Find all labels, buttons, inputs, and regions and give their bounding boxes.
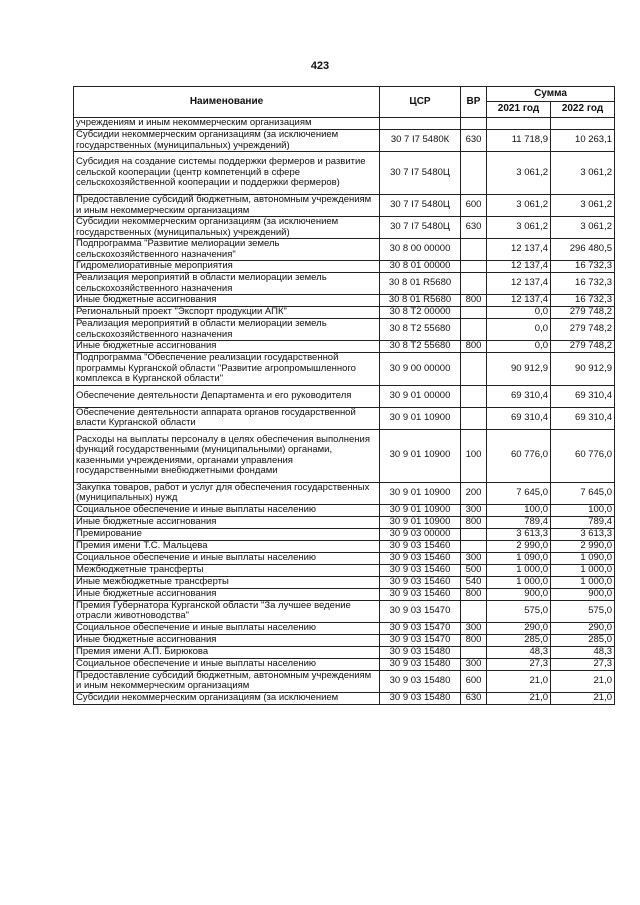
row-amount-2022: 900,0 bbox=[551, 588, 615, 600]
page-number: 423 bbox=[310, 60, 330, 72]
table-row bbox=[74, 130, 615, 152]
row-amount-2022: 90 912,9 bbox=[551, 353, 615, 386]
row-name: Иные бюджетные ассигнования bbox=[74, 634, 380, 646]
table-row bbox=[74, 385, 615, 407]
row-name: Предоставление субсидий бюджетным, автономным учреждениям и иным некоммерческим организациям bbox=[74, 195, 380, 217]
row-csr-code: 30 9 03 15460 bbox=[380, 588, 461, 600]
row-name: Социальное обеспечение и иные выплаты населению bbox=[74, 504, 380, 516]
row-amount-2022: 3 061,2 bbox=[551, 195, 615, 217]
row-csr-code: 30 9 01 00000 bbox=[380, 385, 461, 407]
row-vr-code bbox=[461, 239, 487, 261]
row-vr-code bbox=[461, 307, 487, 319]
row-amount-2022: 7 645,0 bbox=[551, 482, 615, 504]
row-name: Социальное обеспечение и иные выплаты населению bbox=[74, 552, 380, 564]
row-name: Премия имени А.П. Бирюкова bbox=[74, 646, 380, 658]
row-name: Подпрограмма "Развитие мелиорации земель сельскохозяйственного назначения" bbox=[74, 239, 380, 261]
row-amount-2021: 12 137,4 bbox=[487, 295, 551, 307]
row-vr-code bbox=[461, 407, 487, 429]
row-name: Расходы на выплаты персоналу в целях обеспечения выполнения функций государственными (муниципальными) органами, казенными учреждениями, органами управления государственными внебюджетными фондами bbox=[74, 429, 380, 482]
row-csr-code: 30 7 I7 5480Ц bbox=[380, 195, 461, 217]
row-csr-code: 30 9 03 00000 bbox=[380, 528, 461, 540]
table-row bbox=[74, 295, 615, 307]
row-amount-2021: 3 613,3 bbox=[487, 528, 551, 540]
table-row bbox=[74, 353, 615, 386]
table-row bbox=[74, 217, 615, 239]
table-row bbox=[74, 341, 615, 353]
row-name: Премия имени Т.С. Мальцева bbox=[74, 540, 380, 552]
table-row bbox=[74, 588, 615, 600]
row-name: Закупка товаров, работ и услуг для обеспечения государственных (муниципальных) нужд bbox=[74, 482, 380, 504]
table-row bbox=[74, 692, 615, 704]
row-amount-2022: 16 732,3 bbox=[551, 273, 615, 295]
row-vr-code bbox=[461, 540, 487, 552]
row-name: Социальное обеспечение и иные выплаты населению bbox=[74, 622, 380, 634]
row-name: Субсидия на создание системы поддержки фермеров и развитие сельской кооперации (центр компетенций в сфере сельскохозяйственной кооперации и поддержки фермеров) bbox=[74, 152, 380, 195]
row-amount-2022: 27,3 bbox=[551, 658, 615, 670]
table-row bbox=[74, 273, 615, 295]
row-amount-2022: 575,0 bbox=[551, 600, 615, 622]
row-amount-2021: 12 137,4 bbox=[487, 273, 551, 295]
table-row bbox=[74, 646, 615, 658]
row-name: Премирование bbox=[74, 528, 380, 540]
row-csr-code: 30 8 01 R5680 bbox=[380, 295, 461, 307]
row-name: Субсидии некоммерческим организациям (за исключением bbox=[74, 692, 380, 704]
row-vr-code bbox=[461, 528, 487, 540]
row-csr-code: 30 8 T2 55680 bbox=[380, 341, 461, 353]
row-amount-2022 bbox=[551, 118, 615, 130]
row-name: Обеспечение деятельности Департамента и его руководителя bbox=[74, 385, 380, 407]
row-amount-2021: 900,0 bbox=[487, 588, 551, 600]
row-vr-code bbox=[461, 152, 487, 195]
row-name: Иные межбюджетные трансферты bbox=[74, 576, 380, 588]
table-row bbox=[74, 658, 615, 670]
row-amount-2022: 290,0 bbox=[551, 622, 615, 634]
row-vr-code: 800 bbox=[461, 295, 487, 307]
row-csr-code: 30 9 03 15460 bbox=[380, 540, 461, 552]
row-vr-code: 200 bbox=[461, 482, 487, 504]
row-name: Иные бюджетные ассигнования bbox=[74, 516, 380, 528]
row-amount-2021: 0,0 bbox=[487, 319, 551, 341]
row-vr-code bbox=[461, 273, 487, 295]
row-name: Реализация мероприятий в области мелиорации земель сельскохозяйственного назначения bbox=[74, 319, 380, 341]
row-csr-code: 30 9 03 15480 bbox=[380, 646, 461, 658]
row-amount-2022: 279 748,2 bbox=[551, 307, 615, 319]
row-amount-2022: 1 000,0 bbox=[551, 576, 615, 588]
row-amount-2021: 3 061,2 bbox=[487, 152, 551, 195]
row-amount-2022: 16 732,3 bbox=[551, 261, 615, 273]
table-row bbox=[74, 239, 615, 261]
row-csr-code: 30 8 T2 55680 bbox=[380, 319, 461, 341]
row-amount-2021: 69 310,4 bbox=[487, 385, 551, 407]
row-vr-code: 100 bbox=[461, 429, 487, 482]
row-vr-code: 300 bbox=[461, 622, 487, 634]
table-row bbox=[74, 564, 615, 576]
row-amount-2022: 296 480,5 bbox=[551, 239, 615, 261]
row-amount-2021: 1 000,0 bbox=[487, 564, 551, 576]
row-amount-2021: 12 137,4 bbox=[487, 239, 551, 261]
row-amount-2021: 789,4 bbox=[487, 516, 551, 528]
row-amount-2022: 21,0 bbox=[551, 692, 615, 704]
row-csr-code: 30 9 03 15460 bbox=[380, 552, 461, 564]
row-csr-code: 30 9 03 15460 bbox=[380, 576, 461, 588]
row-amount-2022: 3 061,2 bbox=[551, 217, 615, 239]
table-row bbox=[74, 528, 615, 540]
row-amount-2022: 69 310,4 bbox=[551, 385, 615, 407]
row-csr-code: 30 9 03 15460 bbox=[380, 564, 461, 576]
row-amount-2021: 48,3 bbox=[487, 646, 551, 658]
table-row bbox=[74, 670, 615, 692]
table-body bbox=[74, 118, 615, 705]
row-vr-code: 630 bbox=[461, 692, 487, 704]
table-row bbox=[74, 634, 615, 646]
table-row bbox=[74, 576, 615, 588]
row-vr-code: 500 bbox=[461, 564, 487, 576]
row-amount-2022: 279 748,2 bbox=[551, 319, 615, 341]
header-csr: ЦСР bbox=[380, 87, 461, 118]
row-name: Субсидии некоммерческим организациям (за исключением государственных (муниципальных) учреждений) bbox=[74, 217, 380, 239]
row-amount-2022: 2 990,0 bbox=[551, 540, 615, 552]
row-name: Региональный проект "Экспорт продукции АПК" bbox=[74, 307, 380, 319]
table-row bbox=[74, 552, 615, 564]
row-vr-code: 800 bbox=[461, 341, 487, 353]
row-amount-2021: 90 912,9 bbox=[487, 353, 551, 386]
row-csr-code: 30 9 03 15470 bbox=[380, 622, 461, 634]
row-amount-2021: 60 776,0 bbox=[487, 429, 551, 482]
row-csr-code: 30 7 I7 5480К bbox=[380, 130, 461, 152]
row-amount-2021: 21,0 bbox=[487, 692, 551, 704]
row-amount-2021: 1 000,0 bbox=[487, 576, 551, 588]
row-amount-2021: 3 061,2 bbox=[487, 217, 551, 239]
row-csr-code: 30 9 01 10900 bbox=[380, 504, 461, 516]
row-amount-2022: 279 748,2 bbox=[551, 341, 615, 353]
table-row bbox=[74, 429, 615, 482]
row-csr-code bbox=[380, 118, 461, 130]
table-row bbox=[74, 504, 615, 516]
row-name: учреждениям и иным некоммерческим организациям bbox=[74, 118, 380, 130]
row-csr-code: 30 9 01 10900 bbox=[380, 407, 461, 429]
row-name: Премия Губернатора Курганской области "За лучшее ведение отрасли животноводства" bbox=[74, 600, 380, 622]
table-row bbox=[74, 516, 615, 528]
row-amount-2022: 285,0 bbox=[551, 634, 615, 646]
row-vr-code: 600 bbox=[461, 670, 487, 692]
row-vr-code bbox=[461, 600, 487, 622]
row-amount-2022: 789,4 bbox=[551, 516, 615, 528]
row-vr-code bbox=[461, 261, 487, 273]
row-vr-code: 600 bbox=[461, 195, 487, 217]
row-vr-code bbox=[461, 353, 487, 386]
row-name: Социальное обеспечение и иные выплаты населению bbox=[74, 658, 380, 670]
row-amount-2021: 285,0 bbox=[487, 634, 551, 646]
row-csr-code: 30 9 03 15480 bbox=[380, 692, 461, 704]
row-vr-code: 630 bbox=[461, 217, 487, 239]
row-vr-code: 540 bbox=[461, 576, 487, 588]
row-amount-2021: 12 137,4 bbox=[487, 261, 551, 273]
row-csr-code: 30 9 01 10900 bbox=[380, 516, 461, 528]
row-csr-code: 30 9 03 15470 bbox=[380, 634, 461, 646]
row-csr-code: 30 8 T2 00000 bbox=[380, 307, 461, 319]
row-vr-code bbox=[461, 385, 487, 407]
header-year-2021: 2021 год bbox=[487, 102, 551, 118]
row-amount-2021: 2 990,0 bbox=[487, 540, 551, 552]
row-amount-2021: 0,0 bbox=[487, 341, 551, 353]
row-vr-code: 300 bbox=[461, 504, 487, 516]
row-vr-code: 300 bbox=[461, 658, 487, 670]
row-amount-2021: 290,0 bbox=[487, 622, 551, 634]
table-row bbox=[74, 118, 615, 130]
row-vr-code bbox=[461, 118, 487, 130]
row-name: Иные бюджетные ассигнования bbox=[74, 341, 380, 353]
table-row bbox=[74, 407, 615, 429]
row-vr-code: 800 bbox=[461, 588, 487, 600]
row-amount-2022: 16 732,3 bbox=[551, 295, 615, 307]
table-row bbox=[74, 307, 615, 319]
row-amount-2022: 21,0 bbox=[551, 670, 615, 692]
row-vr-code: 630 bbox=[461, 130, 487, 152]
row-csr-code: 30 7 I7 5480Ц bbox=[380, 152, 461, 195]
row-vr-code bbox=[461, 319, 487, 341]
row-amount-2021: 27,3 bbox=[487, 658, 551, 670]
row-name: Гидромелиоративные мероприятия bbox=[74, 261, 380, 273]
row-vr-code: 800 bbox=[461, 516, 487, 528]
table-row bbox=[74, 600, 615, 622]
row-amount-2021: 69 310,4 bbox=[487, 407, 551, 429]
row-amount-2022: 1 090,0 bbox=[551, 552, 615, 564]
row-name: Иные бюджетные ассигнования bbox=[74, 588, 380, 600]
row-name: Межбюджетные трансферты bbox=[74, 564, 380, 576]
table-row bbox=[74, 622, 615, 634]
row-name: Предоставление субсидий бюджетным, автономным учреждениям и иным некоммерческим организациям bbox=[74, 670, 380, 692]
row-csr-code: 30 9 00 00000 bbox=[380, 353, 461, 386]
table-row bbox=[74, 482, 615, 504]
row-name: Подпрограмма "Обеспечение реализации государственной программы Курганской области "Развитие агропромышленного комплекса в Курганской области" bbox=[74, 353, 380, 386]
row-vr-code: 800 bbox=[461, 634, 487, 646]
row-amount-2021: 1 090,0 bbox=[487, 552, 551, 564]
row-amount-2021: 575,0 bbox=[487, 600, 551, 622]
row-amount-2022: 100,0 bbox=[551, 504, 615, 516]
row-amount-2021: 3 061,2 bbox=[487, 195, 551, 217]
header-name: Наименование bbox=[74, 87, 380, 118]
row-amount-2021: 21,0 bbox=[487, 670, 551, 692]
row-csr-code: 30 8 01 R5680 bbox=[380, 273, 461, 295]
row-amount-2022: 48,3 bbox=[551, 646, 615, 658]
row-csr-code: 30 8 00 00000 bbox=[380, 239, 461, 261]
row-vr-code bbox=[461, 646, 487, 658]
header-vr: ВР bbox=[461, 87, 487, 118]
row-csr-code: 30 9 03 15480 bbox=[380, 658, 461, 670]
row-amount-2022: 1 000,0 bbox=[551, 564, 615, 576]
row-vr-code: 300 bbox=[461, 552, 487, 564]
row-csr-code: 30 7 I7 5480Ц bbox=[380, 217, 461, 239]
row-csr-code: 30 8 01 00000 bbox=[380, 261, 461, 273]
row-amount-2022: 3 061,2 bbox=[551, 152, 615, 195]
row-amount-2021 bbox=[487, 118, 551, 130]
table-row bbox=[74, 540, 615, 552]
table-row bbox=[74, 195, 615, 217]
row-amount-2021: 0,0 bbox=[487, 307, 551, 319]
row-amount-2021: 11 718,9 bbox=[487, 130, 551, 152]
row-amount-2022: 3 613,3 bbox=[551, 528, 615, 540]
row-name: Реализация мероприятий в области мелиорации земель сельскохозяйственного назначения bbox=[74, 273, 380, 295]
row-amount-2022: 60 776,0 bbox=[551, 429, 615, 482]
header-sum: Сумма bbox=[487, 87, 615, 102]
table-row bbox=[74, 319, 615, 341]
row-csr-code: 30 9 03 15480 bbox=[380, 670, 461, 692]
row-amount-2021: 100,0 bbox=[487, 504, 551, 516]
row-amount-2022: 69 310,4 bbox=[551, 407, 615, 429]
budget-table bbox=[73, 86, 615, 705]
row-csr-code: 30 9 03 15470 bbox=[380, 600, 461, 622]
header-year-2022: 2022 год bbox=[551, 102, 615, 118]
row-amount-2021: 7 645,0 bbox=[487, 482, 551, 504]
row-name: Обеспечение деятельности аппарата органов государственной власти Курганской области bbox=[74, 407, 380, 429]
row-name: Иные бюджетные ассигнования bbox=[74, 295, 380, 307]
table-row bbox=[74, 152, 615, 195]
row-name: Субсидии некоммерческим организациям (за исключением государственных (муниципальных) учреждений) bbox=[74, 130, 380, 152]
row-csr-code: 30 9 01 10900 bbox=[380, 482, 461, 504]
row-amount-2022: 10 263,1 bbox=[551, 130, 615, 152]
table-row bbox=[74, 261, 615, 273]
row-csr-code: 30 9 01 10900 bbox=[380, 429, 461, 482]
